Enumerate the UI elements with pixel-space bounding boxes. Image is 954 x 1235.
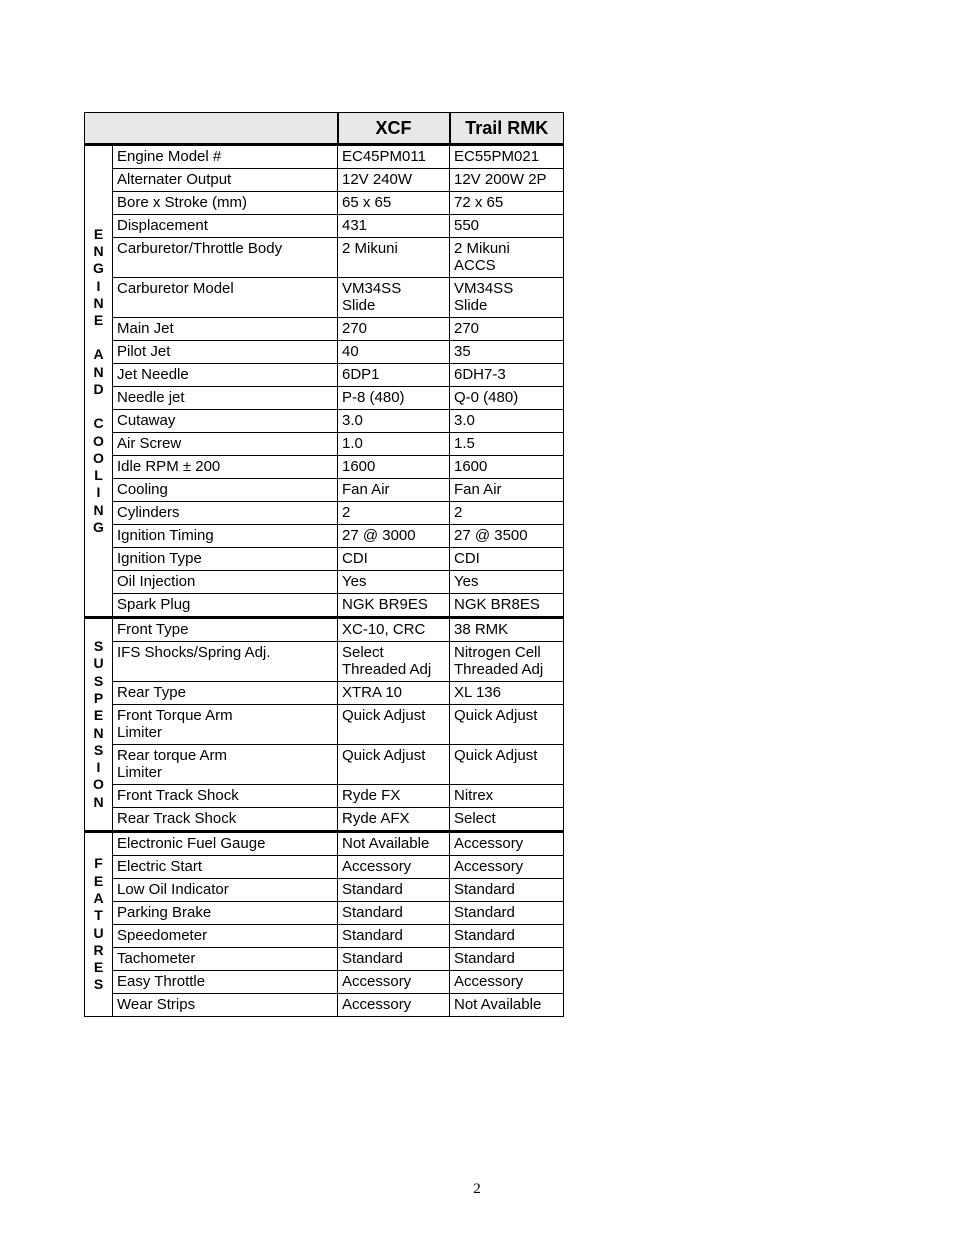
table-row: [85, 145, 564, 169]
xcf-value-cell: Not Available: [338, 832, 450, 856]
table-row: [85, 856, 564, 879]
section-label-features: [85, 832, 113, 1017]
section-letter: E: [93, 959, 104, 976]
spec-name-cell: Needle jet: [113, 387, 338, 410]
trail-rmk-value-cell: Select: [450, 808, 564, 832]
section-letter: E: [93, 312, 104, 329]
section-letter: O: [93, 432, 104, 449]
xcf-value-cell: 2 Mikuni: [338, 238, 450, 278]
xcf-value-cell: Standard: [338, 902, 450, 925]
trail-rmk-value-cell: XL 136: [450, 682, 564, 705]
table-row: [85, 215, 564, 238]
table-row: [85, 571, 564, 594]
spec-name-cell: Main Jet: [113, 318, 338, 341]
section-letter: U: [93, 655, 104, 672]
header-row: [85, 113, 564, 145]
xcf-value-cell: 1600: [338, 456, 450, 479]
table-row: [85, 341, 564, 364]
table-row: [85, 410, 564, 433]
table-row: [85, 238, 564, 278]
xcf-value-cell: 12V 240W: [338, 169, 450, 192]
spec-name-cell: Easy Throttle: [113, 971, 338, 994]
spec-name-cell: Speedometer: [113, 925, 338, 948]
section-letter: A: [93, 346, 104, 363]
table-row: [85, 745, 564, 785]
trail-rmk-value-cell: Quick Adjust: [450, 745, 564, 785]
spec-name-cell: Cylinders: [113, 502, 338, 525]
table-row: [85, 502, 564, 525]
trail-rmk-value-cell: 27 @ 3500: [450, 525, 564, 548]
section-letter: S: [93, 976, 104, 993]
spec-name-cell: Parking Brake: [113, 902, 338, 925]
spec-name-cell: Cooling: [113, 479, 338, 502]
spec-name-cell: Air Screw: [113, 433, 338, 456]
section-letter: R: [93, 941, 104, 958]
section-letter: I: [96, 277, 101, 294]
trail-rmk-value-cell: Yes: [450, 571, 564, 594]
table-row: [85, 387, 564, 410]
trail-rmk-value-cell: Quick Adjust: [450, 705, 564, 745]
xcf-value-cell: CDI: [338, 548, 450, 571]
trail-rmk-value-cell: VM34SS Slide: [450, 278, 564, 318]
section-letter: [85, 329, 112, 346]
section-letter: F: [94, 855, 103, 872]
trail-rmk-value-cell: Q-0 (480): [450, 387, 564, 410]
trail-rmk-value-cell: Accessory: [450, 971, 564, 994]
trail-rmk-value-cell: Nitrex: [450, 785, 564, 808]
section-label-engine-and-cooling: [85, 145, 113, 618]
xcf-value-cell: Select Threaded Adj: [338, 642, 450, 682]
spec-name-cell: Wear Strips: [113, 994, 338, 1017]
spec-name-cell: Alternater Output: [113, 169, 338, 192]
spec-name-cell: Carburetor Model: [113, 278, 338, 318]
trail-rmk-value-cell: 72 x 65: [450, 192, 564, 215]
xcf-value-cell: VM34SS Slide: [338, 278, 450, 318]
table-row: [85, 318, 564, 341]
spec-name-cell: Electric Start: [113, 856, 338, 879]
xcf-value-cell: NGK BR9ES: [338, 594, 450, 618]
xcf-value-cell: P-8 (480): [338, 387, 450, 410]
xcf-value-cell: 6DP1: [338, 364, 450, 387]
section-letter: G: [93, 519, 104, 536]
spec-name-cell: Tachometer: [113, 948, 338, 971]
section-letter: S: [93, 672, 104, 689]
xcf-value-cell: Ryde AFX: [338, 808, 450, 832]
xcf-value-cell: EC45PM011: [338, 145, 450, 169]
section-letter: E: [93, 225, 104, 242]
section-letter: O: [93, 449, 104, 466]
table-row: [85, 433, 564, 456]
xcf-value-cell: Accessory: [338, 856, 450, 879]
trail-rmk-value-cell: Accessory: [450, 832, 564, 856]
xcf-value-cell: Fan Air: [338, 479, 450, 502]
section-letter: N: [93, 363, 104, 380]
xcf-value-cell: 431: [338, 215, 450, 238]
trail-rmk-value-cell: Not Available: [450, 994, 564, 1017]
spec-name-cell: Pilot Jet: [113, 341, 338, 364]
trail-rmk-value-cell: 550: [450, 215, 564, 238]
section-letter: U: [93, 924, 104, 941]
spec-name-cell: Carburetor/Throttle Body: [113, 238, 338, 278]
trail-rmk-value-cell: EC55PM021: [450, 145, 564, 169]
section-letter: D: [93, 381, 104, 397]
section-letter: O: [93, 776, 104, 793]
table-row: [85, 832, 564, 856]
table-row: [85, 456, 564, 479]
table-row: [85, 682, 564, 705]
table-row: [85, 479, 564, 502]
xcf-value-cell: 65 x 65: [338, 192, 450, 215]
trail-rmk-value-cell: Standard: [450, 902, 564, 925]
xcf-value-cell: Accessory: [338, 971, 450, 994]
xcf-value-cell: XC-10, CRC: [338, 618, 450, 642]
trail-rmk-value-cell: 35: [450, 341, 564, 364]
table-row: [85, 642, 564, 682]
trail-rmk-value-cell: 38 RMK: [450, 618, 564, 642]
spec-name-cell: Low Oil Indicator: [113, 879, 338, 902]
table-row: [85, 192, 564, 215]
xcf-value-cell: 40: [338, 341, 450, 364]
section-letter: E: [93, 707, 104, 724]
table-row: [85, 594, 564, 618]
table-row: [85, 808, 564, 832]
trail-rmk-value-cell: Fan Air: [450, 479, 564, 502]
trail-rmk-value-cell: CDI: [450, 548, 564, 571]
section-letter: C: [93, 415, 104, 432]
xcf-value-cell: 270: [338, 318, 450, 341]
spec-name-cell: Cutaway: [113, 410, 338, 433]
table-row: [85, 364, 564, 387]
trail-rmk-value-cell: 6DH7-3: [450, 364, 564, 387]
section-letter: N: [93, 294, 104, 311]
table-row: [85, 971, 564, 994]
xcf-value-cell: 1.0: [338, 433, 450, 456]
section-letter: T: [94, 907, 103, 924]
xcf-value-cell: 2: [338, 502, 450, 525]
trail-rmk-value-cell: Standard: [450, 925, 564, 948]
spec-name-cell: Ignition Timing: [113, 525, 338, 548]
spec-name-cell: Rear Type: [113, 682, 338, 705]
header-xcf: XCF: [338, 113, 450, 145]
table-row: [85, 925, 564, 948]
header-blank: [85, 113, 338, 145]
trail-rmk-value-cell: 2: [450, 502, 564, 525]
trail-rmk-value-cell: 1600: [450, 456, 564, 479]
trail-rmk-value-cell: 1.5: [450, 433, 564, 456]
trail-rmk-value-cell: NGK BR8ES: [450, 594, 564, 618]
xcf-value-cell: Quick Adjust: [338, 745, 450, 785]
spec-name-cell: Displacement: [113, 215, 338, 238]
trail-rmk-value-cell: Standard: [450, 948, 564, 971]
table-row: [85, 169, 564, 192]
trail-rmk-value-cell: 270: [450, 318, 564, 341]
table-row: [85, 548, 564, 571]
spec-name-cell: Jet Needle: [113, 364, 338, 387]
trail-rmk-value-cell: Standard: [450, 879, 564, 902]
table-row: [85, 994, 564, 1017]
xcf-value-cell: Standard: [338, 925, 450, 948]
table-row: [85, 948, 564, 971]
spec-table: [84, 112, 564, 1017]
section-letter: S: [93, 741, 104, 758]
section-letter: N: [93, 793, 104, 810]
section-letter: I: [96, 759, 101, 776]
spec-name-cell: Rear torque Arm Limiter: [113, 745, 338, 785]
spec-name-cell: Bore x Stroke (mm): [113, 192, 338, 215]
spec-name-cell: Oil Injection: [113, 571, 338, 594]
table-row: [85, 879, 564, 902]
table-row: [85, 618, 564, 642]
spec-name-cell: Idle RPM ± 200: [113, 456, 338, 479]
section-letter: L: [94, 467, 103, 484]
trail-rmk-value-cell: 2 Mikuni ACCS: [450, 238, 564, 278]
spec-body: [85, 145, 564, 1017]
xcf-value-cell: 27 @ 3000: [338, 525, 450, 548]
xcf-value-cell: Quick Adjust: [338, 705, 450, 745]
section-letter: N: [93, 724, 104, 741]
spec-name-cell: Engine Model #: [113, 145, 338, 169]
xcf-value-cell: Ryde FX: [338, 785, 450, 808]
trail-rmk-value-cell: 12V 200W 2P: [450, 169, 564, 192]
section-letter: N: [93, 501, 104, 518]
xcf-value-cell: Accessory: [338, 994, 450, 1017]
spec-name-cell: Spark Plug: [113, 594, 338, 618]
spec-name-cell: IFS Shocks/Spring Adj.: [113, 642, 338, 682]
section-letter: G: [93, 260, 104, 277]
section-letter: S: [93, 638, 104, 655]
spec-name-cell: Front Torque Arm Limiter: [113, 705, 338, 745]
section-label-suspension: [85, 618, 113, 832]
table-row: [85, 705, 564, 745]
spec-name-cell: Front Type: [113, 618, 338, 642]
xcf-value-cell: Standard: [338, 948, 450, 971]
table-row: [85, 525, 564, 548]
xcf-value-cell: Standard: [338, 879, 450, 902]
table-row: [85, 785, 564, 808]
trail-rmk-value-cell: Accessory: [450, 856, 564, 879]
table-row: [85, 902, 564, 925]
header-trail-rmk: Trail RMK: [450, 113, 564, 145]
section-letter: A: [93, 889, 104, 906]
spec-name-cell: Ignition Type: [113, 548, 338, 571]
section-letter: [85, 398, 112, 415]
section-letter: I: [96, 484, 101, 501]
section-letter: E: [93, 872, 104, 889]
table-row: [85, 278, 564, 318]
section-letter: N: [93, 242, 104, 259]
section-letter: P: [93, 689, 104, 706]
xcf-value-cell: XTRA 10: [338, 682, 450, 705]
spec-name-cell: Electronic Fuel Gauge: [113, 832, 338, 856]
trail-rmk-value-cell: Nitrogen Cell Threaded Adj: [450, 642, 564, 682]
page-number: 2: [473, 1181, 481, 1197]
xcf-value-cell: 3.0: [338, 410, 450, 433]
xcf-value-cell: Yes: [338, 571, 450, 594]
trail-rmk-value-cell: 3.0: [450, 410, 564, 433]
spec-name-cell: Front Track Shock: [113, 785, 338, 808]
spec-name-cell: Rear Track Shock: [113, 808, 338, 832]
